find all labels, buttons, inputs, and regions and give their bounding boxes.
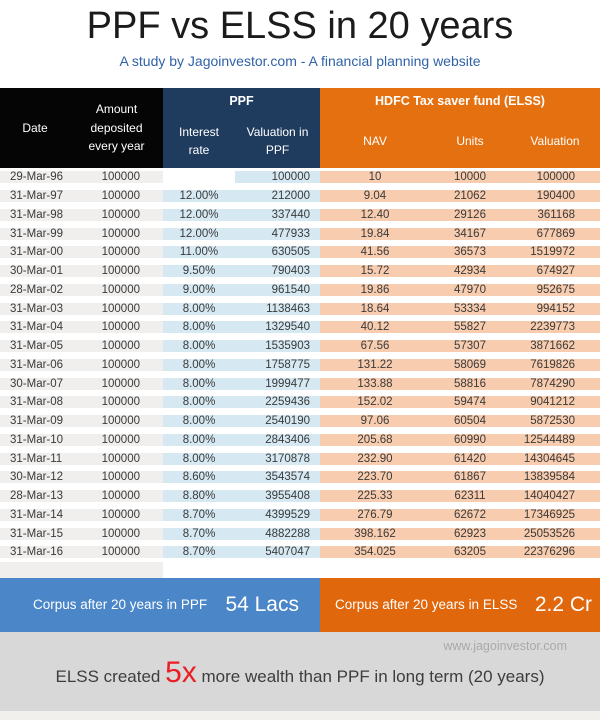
cell-date: 31-Mar-16 <box>0 546 70 558</box>
cell-date: 30-Mar-01 <box>0 265 70 277</box>
cell-rate: 8.00% <box>163 453 235 465</box>
cell-amount: 100000 <box>70 340 163 352</box>
cell-units: 10000 <box>430 171 510 183</box>
cell-nav: 18.64 <box>320 303 430 315</box>
cell-rate: 9.50% <box>163 265 235 277</box>
cell-date: 28-Mar-02 <box>0 284 70 296</box>
cell-date: 31-Mar-03 <box>0 303 70 315</box>
cell-date: 31-Mar-00 <box>0 246 70 258</box>
table-row <box>0 337 600 356</box>
cell-amount: 100000 <box>70 546 163 558</box>
cell-elss-valuation: 3871662 <box>510 340 600 352</box>
cell-date: 29-Mar-96 <box>0 171 70 183</box>
cell-amount: 100000 <box>70 359 163 371</box>
cell-units: 57307 <box>430 340 510 352</box>
column-header-units: Units <box>456 134 484 148</box>
cell-ppf-valuation: 212000 <box>235 190 320 202</box>
tagline-highlight-5x: 5x <box>165 655 197 689</box>
cell-elss-valuation: 2239773 <box>510 321 600 333</box>
cell-amount: 100000 <box>70 209 163 221</box>
summary-elss-label: Corpus after 20 years in ELSS <box>335 597 518 613</box>
cell-date: 31-Mar-14 <box>0 509 70 521</box>
cell-elss-valuation: 190400 <box>510 190 600 202</box>
cell-date: 31-Mar-06 <box>0 359 70 371</box>
cell-units: 62923 <box>430 528 510 540</box>
title-block <box>0 0 600 88</box>
cell-rate: 8.00% <box>163 359 235 371</box>
cell-units: 55827 <box>430 321 510 333</box>
cell-elss-valuation: 5872530 <box>510 415 600 427</box>
cell-nav: 225.33 <box>320 490 430 502</box>
cell-ppf-valuation: 2843406 <box>235 434 320 446</box>
table-header <box>0 88 600 168</box>
cell-ppf-valuation: 790403 <box>235 265 320 277</box>
cell-ppf-valuation: 3955408 <box>235 490 320 502</box>
cell-nav: 152.02 <box>320 396 430 408</box>
cell-ppf-valuation: 630505 <box>235 246 320 258</box>
cell-elss-valuation: 14040427 <box>510 490 600 502</box>
cell-amount: 100000 <box>70 246 163 258</box>
cell-rate: 12.00% <box>163 209 235 221</box>
cell-date: 30-Mar-07 <box>0 378 70 390</box>
cell-units: 47970 <box>430 284 510 296</box>
cell-date: 31-Mar-08 <box>0 396 70 408</box>
cell-nav: 232.90 <box>320 453 430 465</box>
cell-units: 53334 <box>430 303 510 315</box>
elss-subheaders <box>320 114 600 168</box>
cell-amount: 100000 <box>70 434 163 446</box>
cell-elss-valuation: 13839584 <box>510 471 600 483</box>
cell-date: 31-Mar-10 <box>0 434 70 446</box>
column-header-amount: Amount deposited every year <box>88 102 145 154</box>
cell-ppf-valuation: 477933 <box>235 228 320 240</box>
cell-nav: 19.84 <box>320 228 430 240</box>
table-row <box>0 412 600 431</box>
cell-amount: 100000 <box>70 509 163 521</box>
table-row <box>0 224 600 243</box>
cell-elss-valuation: 677869 <box>510 228 600 240</box>
column-header-elss-valuation: Valuation <box>530 134 580 148</box>
cell-nav: 12.40 <box>320 209 430 221</box>
table-row <box>0 168 600 187</box>
table-row <box>0 243 600 262</box>
cell-amount: 100000 <box>70 453 163 465</box>
cell-elss-valuation: 994152 <box>510 303 600 315</box>
cell-elss-valuation: 12544489 <box>510 434 600 446</box>
cell-elss-valuation: 361168 <box>510 209 600 221</box>
cell-amount: 100000 <box>70 190 163 202</box>
cell-nav: 223.70 <box>320 471 430 483</box>
cell-rate: 12.00% <box>163 190 235 202</box>
website-url: www.jagoinvestor.com <box>443 638 567 653</box>
cell-units: 42934 <box>430 265 510 277</box>
cell-ppf-valuation: 2259436 <box>235 396 320 408</box>
table-footer-gap <box>0 562 600 578</box>
page-title: PPF vs ELSS in 20 years <box>86 5 514 47</box>
cell-date: 28-Mar-13 <box>0 490 70 502</box>
cell-date: 31-Mar-09 <box>0 415 70 427</box>
cell-units: 60990 <box>430 434 510 446</box>
cell-rate: 8.00% <box>163 303 235 315</box>
cell-elss-valuation: 17346925 <box>510 509 600 521</box>
cell-elss-valuation: 100000 <box>510 171 600 183</box>
cell-elss-valuation: 25053526 <box>510 528 600 540</box>
table-row <box>0 318 600 337</box>
table-row <box>0 299 600 318</box>
cell-amount: 100000 <box>70 303 163 315</box>
column-header-ppf-valuation: Valuation in PPF <box>246 125 309 157</box>
cell-units: 34167 <box>430 228 510 240</box>
cell-nav: 40.12 <box>320 321 430 333</box>
cell-amount: 100000 <box>70 396 163 408</box>
table-row <box>0 374 600 393</box>
cell-nav: 10 <box>320 171 430 183</box>
cell-elss-valuation: 14304645 <box>510 453 600 465</box>
cell-elss-valuation: 674927 <box>510 265 600 277</box>
cell-amount: 100000 <box>70 284 163 296</box>
cell-units: 59474 <box>430 396 510 408</box>
cell-ppf-valuation: 5407047 <box>235 546 320 558</box>
table-row <box>0 524 600 543</box>
cell-elss-valuation: 9041212 <box>510 396 600 408</box>
cell-elss-valuation: 952675 <box>510 284 600 296</box>
cell-nav: 131.22 <box>320 359 430 371</box>
cell-ppf-valuation: 1999477 <box>235 378 320 390</box>
cell-rate: 11.00% <box>163 246 235 258</box>
cell-rate: 8.00% <box>163 415 235 427</box>
group-header-ppf: PPF <box>229 94 254 108</box>
cell-nav: 398.162 <box>320 528 430 540</box>
table-row <box>0 187 600 206</box>
cell-ppf-valuation: 4882288 <box>235 528 320 540</box>
cell-amount: 100000 <box>70 415 163 427</box>
cell-rate: 8.70% <box>163 528 235 540</box>
gap-right-cell <box>163 562 600 578</box>
cell-rate: 12.00% <box>163 228 235 240</box>
cell-ppf-valuation: 1329540 <box>235 321 320 333</box>
cell-nav: 205.68 <box>320 434 430 446</box>
cell-amount: 100000 <box>70 528 163 540</box>
cell-rate: 8.00% <box>163 434 235 446</box>
cell-ppf-valuation: 961540 <box>235 284 320 296</box>
cell-rate: 8.00% <box>163 378 235 390</box>
column-header-interest-rate: Interest rate <box>178 125 220 157</box>
cell-rate: 8.00% <box>163 340 235 352</box>
cell-date: 31-Mar-05 <box>0 340 70 352</box>
cell-ppf-valuation: 1535903 <box>235 340 320 352</box>
cell-nav: 19.86 <box>320 284 430 296</box>
cell-units: 60504 <box>430 415 510 427</box>
table-row <box>0 206 600 225</box>
table-header-elss-section <box>320 88 600 168</box>
cell-rate: 8.60% <box>163 471 235 483</box>
cell-amount: 100000 <box>70 490 163 502</box>
cell-nav: 97.06 <box>320 415 430 427</box>
cell-date: 31-Mar-99 <box>0 228 70 240</box>
cell-ppf-valuation: 3543574 <box>235 471 320 483</box>
table-row <box>0 356 600 375</box>
cell-amount: 100000 <box>70 171 163 183</box>
summary-ppf-value: 54 Lacs <box>225 592 299 616</box>
cell-units: 58069 <box>430 359 510 371</box>
cell-nav: 276.79 <box>320 509 430 521</box>
cell-nav: 67.56 <box>320 340 430 352</box>
summary-ppf-label: Corpus after 20 years in PPF <box>33 597 208 613</box>
cell-nav: 41.56 <box>320 246 430 258</box>
cell-amount: 100000 <box>70 321 163 333</box>
cell-units: 61420 <box>430 453 510 465</box>
table-row <box>0 262 600 281</box>
ppf-subheaders <box>163 114 320 168</box>
cell-date: 31-Mar-98 <box>0 209 70 221</box>
table-row <box>0 449 600 468</box>
bottom-strip <box>0 711 600 720</box>
summary-elss-value: 2.2 Cr <box>534 592 592 616</box>
column-header-date: Date <box>22 121 48 135</box>
cell-units: 21062 <box>430 190 510 202</box>
cell-rate: 8.70% <box>163 546 235 558</box>
cell-elss-valuation: 7619826 <box>510 359 600 371</box>
cell-elss-valuation: 1519972 <box>510 246 600 258</box>
table-row <box>0 506 600 525</box>
cell-date: 31-Mar-15 <box>0 528 70 540</box>
cell-date: 30-Mar-12 <box>0 471 70 483</box>
cell-elss-valuation: 22376296 <box>510 546 600 558</box>
cell-rate: 9.00% <box>163 284 235 296</box>
table-row <box>0 543 600 562</box>
footer-band <box>0 632 600 711</box>
table-row <box>0 393 600 412</box>
table-header-left-section <box>0 88 163 168</box>
cell-rate: 8.00% <box>163 396 235 408</box>
cell-ppf-valuation: 2540190 <box>235 415 320 427</box>
cell-amount: 100000 <box>70 265 163 277</box>
cell-units: 63205 <box>430 546 510 558</box>
cell-amount: 100000 <box>70 471 163 483</box>
cell-date: 31-Mar-11 <box>0 453 70 465</box>
gap-left-cell <box>0 562 163 578</box>
cell-amount: 100000 <box>70 228 163 240</box>
table-row <box>0 281 600 300</box>
cell-units: 58816 <box>430 378 510 390</box>
cell-nav: 15.72 <box>320 265 430 277</box>
summary-ppf <box>0 578 320 632</box>
cell-rate: 8.70% <box>163 509 235 521</box>
cell-ppf-valuation: 3170878 <box>235 453 320 465</box>
cell-ppf-valuation: 1138463 <box>235 303 320 315</box>
conclusion-tagline <box>0 656 600 690</box>
cell-rate: 8.80% <box>163 490 235 502</box>
cell-ppf-valuation: 100000 <box>235 171 320 183</box>
table-row <box>0 487 600 506</box>
cell-units: 62672 <box>430 509 510 521</box>
table-header-ppf-section <box>163 88 320 168</box>
cell-amount: 100000 <box>70 378 163 390</box>
cell-units: 61867 <box>430 471 510 483</box>
summary-band <box>0 578 600 632</box>
table-row <box>0 468 600 487</box>
cell-rate: 8.00% <box>163 321 235 333</box>
column-header-nav: NAV <box>363 134 387 148</box>
cell-units: 29126 <box>430 209 510 221</box>
cell-nav: 9.04 <box>320 190 430 202</box>
cell-nav: 133.88 <box>320 378 430 390</box>
cell-ppf-valuation: 337440 <box>235 209 320 221</box>
tagline-prefix: ELSS created <box>55 666 166 686</box>
tagline-suffix: more wealth than PPF in long term (20 years) <box>196 666 545 686</box>
cell-ppf-valuation: 1758775 <box>235 359 320 371</box>
cell-units: 62311 <box>430 490 510 502</box>
cell-ppf-valuation: 4399529 <box>235 509 320 521</box>
cell-nav: 354.025 <box>320 546 430 558</box>
table-row <box>0 431 600 450</box>
cell-elss-valuation: 7874290 <box>510 378 600 390</box>
page-subtitle: A study by Jagoinvestor.com - A financial planning website <box>119 52 481 69</box>
cell-date: 31-Mar-04 <box>0 321 70 333</box>
cell-units: 36573 <box>430 246 510 258</box>
cell-date: 31-Mar-97 <box>0 190 70 202</box>
table-rows <box>0 168 600 562</box>
summary-elss <box>320 578 600 632</box>
group-header-elss: HDFC Tax saver fund (ELSS) <box>375 94 545 108</box>
